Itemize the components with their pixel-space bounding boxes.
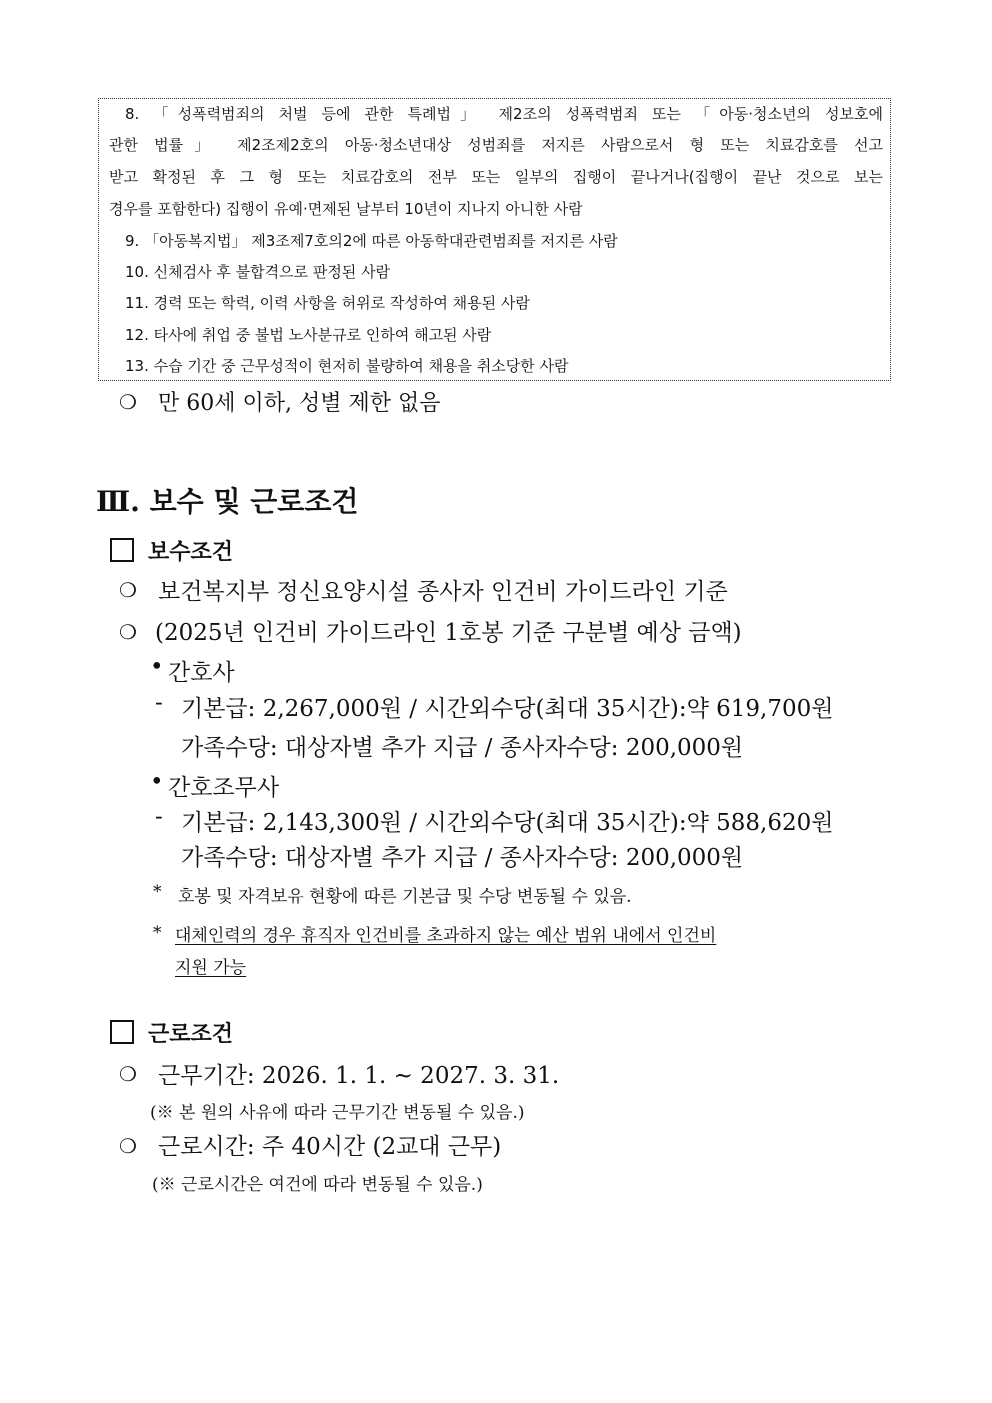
nurse-aide-title: 간호조무사 bbox=[168, 775, 280, 801]
section-title: Ⅲ. 보수 및 근로조건 bbox=[96, 485, 359, 518]
asterisk-icon: * bbox=[153, 923, 162, 943]
item11: 11. 경력 또는 학력, 이력 사항을 허위로 작성하여 채용된 사람 bbox=[125, 294, 530, 312]
work-heading: 근로조건 bbox=[148, 1021, 234, 1047]
pay-heading: 보수조건 bbox=[148, 539, 234, 565]
asterisk-icon: * bbox=[153, 882, 162, 902]
dash-icon: - bbox=[155, 804, 163, 830]
item8-line4: 경우를 포함한다) 집행이 유예·면제된 날부터 10년이 지나지 아니한 사람 bbox=[109, 200, 583, 218]
checkbox-square-icon bbox=[110, 1020, 134, 1044]
item9: 9. 「아동복지법」 제3조제7호의2에 따른 아동학대관련범죄를 저지른 사람 bbox=[125, 232, 618, 250]
item12: 12. 타사에 취업 중 불법 노사분규로 인하여 해고된 사람 bbox=[125, 326, 492, 344]
work-period: 근무기간: 2026. 1. 1. ~ 2027. 3. 31. bbox=[158, 1063, 560, 1089]
pay-note1: 호봉 및 자격보유 현황에 따른 기본급 및 수당 변동될 수 있음. bbox=[178, 887, 632, 907]
circle-bullet-icon: ❍ bbox=[119, 1062, 137, 1086]
circle-bullet-icon: ❍ bbox=[119, 390, 137, 414]
nurse-line1: 기본급: 2,267,000원 / 시간외수당(최대 35시간):약 619,700원 bbox=[181, 696, 834, 722]
circle-bullet-icon: ❍ bbox=[119, 620, 137, 644]
circle-bullet-icon: ❍ bbox=[119, 578, 137, 602]
bullet-dot-icon: • bbox=[150, 769, 164, 795]
pay-guideline: 보건복지부 정신요양시설 종사자 인건비 가이드라인 기준 bbox=[158, 579, 728, 605]
item8-line1: 8. 「성폭력범죄의 처벌 등에 관한 특례법」 제2조의 성폭력범죄 또는 「아동·청소년의 성보호에 bbox=[125, 105, 883, 123]
dash-icon: - bbox=[155, 690, 163, 716]
item8-line2: 관한 법률」 제2조제2호의 아동·청소년대상 성범죄를 저지른 사람으로서 형 또는 치료감호를 선고 bbox=[109, 136, 883, 154]
nurse-title: 간호사 bbox=[168, 660, 235, 686]
checkbox-square-icon bbox=[110, 538, 134, 562]
work-hours: 근로시간: 주 40시간 (2교대 근무) bbox=[158, 1134, 502, 1160]
pay-note2-line2: 지원 가능 bbox=[175, 958, 247, 978]
item8-line3: 받고 확정된 후 그 형 또는 치료감호의 전부 또는 일부의 집행이 끝나거나(집행이 끝난 것으로 보는 bbox=[109, 168, 883, 186]
work-hours-note: (※ 근로시간은 여건에 따라 변동될 수 있음.) bbox=[152, 1175, 483, 1195]
age-note: 만 60세 이하, 성별 제한 없음 bbox=[158, 391, 441, 416]
pay-expected: (2025년 인건비 가이드라인 1호봉 기준 구분별 예상 금액) bbox=[155, 620, 742, 646]
item10: 10. 신체검사 후 불합격으로 판정된 사람 bbox=[125, 263, 391, 281]
pay-note2-line1: 대체인력의 경우 휴직자 인건비를 초과하지 않는 예산 범위 내에서 인건비 bbox=[175, 926, 717, 946]
nurse-line2: 가족수당: 대상자별 추가 지급 / 종사자수당: 200,000원 bbox=[181, 735, 744, 761]
item13: 13. 수습 기간 중 근무성적이 현저히 불량하여 채용을 취소당한 사람 bbox=[125, 357, 569, 375]
nurse-aide-line2: 가족수당: 대상자별 추가 지급 / 종사자수당: 200,000원 bbox=[181, 845, 744, 871]
nurse-aide-line1: 기본급: 2,143,300원 / 시간외수당(최대 35시간):약 588,620원 bbox=[181, 810, 834, 836]
bullet-dot-icon: • bbox=[150, 654, 164, 680]
work-period-note: (※ 본 원의 사유에 따라 근무기간 변동될 수 있음.) bbox=[150, 1103, 525, 1123]
circle-bullet-icon: ❍ bbox=[119, 1134, 137, 1158]
